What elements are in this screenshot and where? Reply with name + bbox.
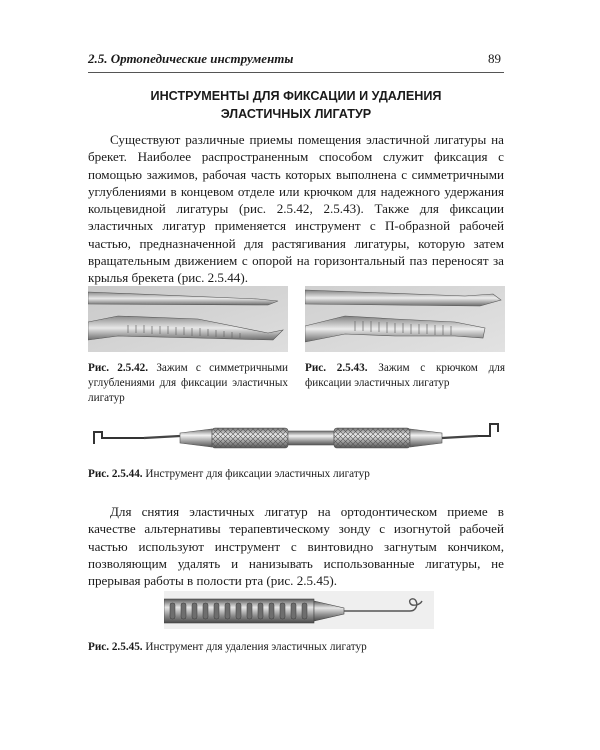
- clamp-with-hook-photo: [305, 286, 505, 352]
- section-title: [88, 87, 504, 123]
- figure-caption-2-5-45: [88, 640, 508, 655]
- figure-label: Рис. 2.5.43.: [305, 362, 368, 374]
- clamp-symmetric-grooves-photo: [88, 286, 288, 352]
- section-title-line-2: ЭЛАСТИЧНЫХ ЛИГАТУР: [220, 107, 372, 121]
- section-title-line-1: ИНСТРУМЕНТЫ ДЛЯ ФИКСАЦИИ И УДАЛЕНИЯ: [150, 89, 442, 103]
- figure-label: Рис. 2.5.45.: [88, 641, 143, 653]
- ligature-removal-instrument-photo: [164, 591, 434, 629]
- paragraph-2: [88, 503, 504, 589]
- figure-caption-text: Инструмент для фиксации эластичных лигатур: [145, 468, 370, 480]
- figure-caption-2-5-44: [88, 467, 508, 482]
- paragraph-2-text: Для снятия эластичных лигатур на ортодонтическом приеме в качестве альтернативы терапевтическому зонду с изогнутой рабочей частью используют инструмент с винтовидно загнутым кончиком, позволяющим удалять и нанизывать использованные лигатуры, не прерывая работы в полости рта (рис. 2.5.45).: [88, 504, 504, 589]
- figure-caption-text: Зажим с крючком для фиксации эластичных лигатур: [305, 362, 505, 389]
- figure-label: Рис. 2.5.42.: [88, 362, 149, 374]
- paragraph-1-text: Существуют различные приемы помещения эластичной лигатуры на брекет. Наиболее распространенным способом служит фиксация с помощью зажимов, рабочая часть которых выполнена с симметричными углублениями в концевом отделе или крючком для надежного удержания кольцевидной лигатуры (рис. 2.5.42, 2.5.43). Также для фиксации эластичных лигатур применяется инструмент с П-образной рабочей частью, предназначенной для растягивания лигатуры, которую затем вращательным движением с опорой на горизонтальный паз переносят за крылья брекета (рис. 2.5.44).: [88, 132, 504, 286]
- figure-caption-2-5-43: [305, 361, 505, 391]
- figure-caption-2-5-42: [88, 361, 288, 406]
- paragraph-1: [88, 131, 504, 287]
- figure-caption-text: Зажим с симметричными углублениями для фиксации эластичных лигатур: [88, 362, 289, 404]
- running-head: 2.5. Ортопедические инструменты: [88, 51, 294, 66]
- header-rule: [88, 72, 504, 73]
- figure-caption-text: Инструмент для удаления эластичных лигатур: [145, 641, 367, 653]
- figure-label: Рис. 2.5.44.: [88, 468, 143, 480]
- page-number: 89: [488, 51, 501, 66]
- ligature-fixation-instrument-photo: [88, 414, 506, 454]
